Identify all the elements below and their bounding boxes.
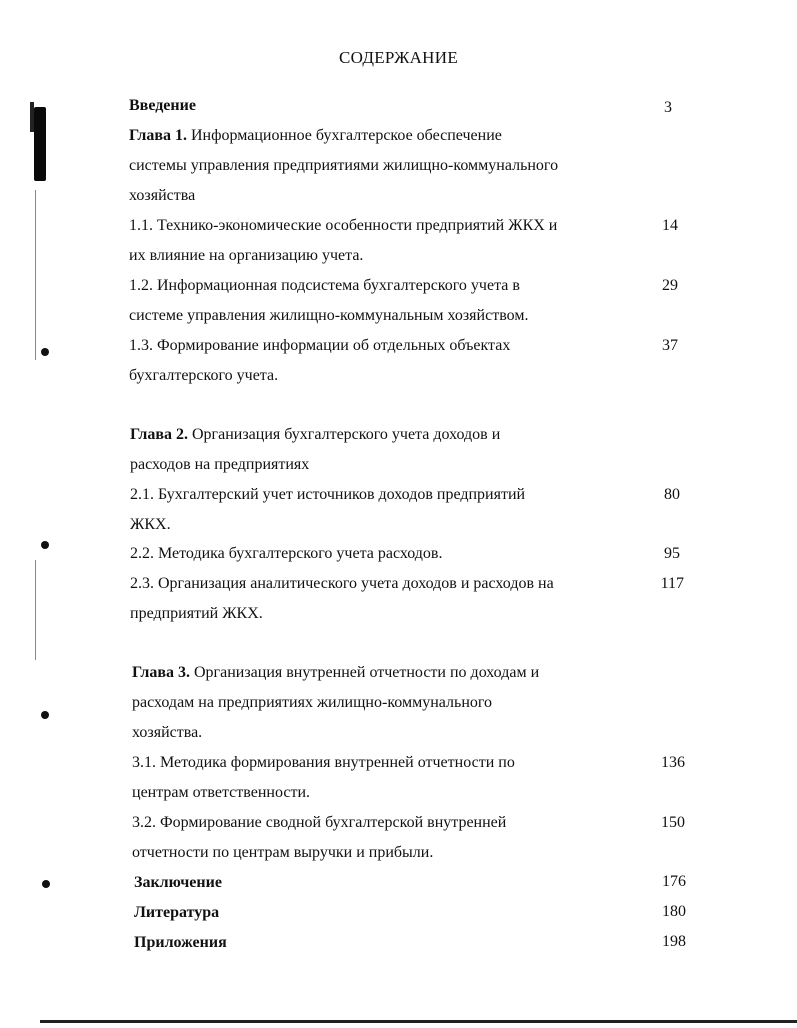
scan-artifact [42,880,50,888]
toc-line [134,903,219,923]
toc-page-number: 198 [662,933,686,950]
toc-line: их влияние на организацию учета. [129,247,364,264]
toc-heading: Введение [129,97,196,114]
toc-heading: Глава 1. [129,127,187,144]
toc-line: хозяйства. [132,724,203,741]
toc-line [129,126,502,146]
toc-page-number: 150 [661,814,685,831]
scan-artifact [35,560,36,660]
toc-line: хозяйства [129,187,196,204]
toc-line: 3.1. Методика формирования внутренней отчетности по [132,754,515,771]
toc-page-number: 117 [660,575,684,592]
scan-artifact [41,541,49,549]
toc-line: ЖКХ. [130,516,171,533]
toc-line: 3.2. Формирование сводной бухгалтерской внутренней [132,814,507,831]
toc-line: предприятий ЖКХ. [130,605,263,622]
toc-heading: Литература [134,904,220,921]
scan-artifact [34,107,46,181]
toc-text: Организация бухгалтерского учета доходов и [188,426,501,443]
toc-page-number: 176 [662,873,686,890]
toc-line: расходов на предприятиях [130,456,310,473]
toc-page-number: 180 [662,903,686,920]
toc-line: 1.3. Формирование информации об отдельных объектах [129,337,511,354]
toc-text: Информационное бухгалтерское обеспечение [187,127,502,144]
toc-line: 2.3. Организация аналитического учета доходов и расходов на [130,575,554,592]
toc-line: 2.2. Методика бухгалтерского учета расходов. [130,545,443,562]
toc-line [134,933,227,953]
toc-line: системы управления предприятиями жилищно-коммунального [129,157,559,174]
scan-artifact [41,711,49,719]
toc-page-number: 80 [664,486,680,503]
scan-artifact [35,190,36,360]
toc-line: центрам ответственности. [132,784,311,801]
toc-text: Организация внутренней отчетности по доходам и [190,664,540,681]
toc-page-number: 3 [664,99,672,116]
page-title: СОДЕРЖАНИЕ [338,48,459,67]
toc-heading: Приложения [134,934,227,951]
toc-page-number: 136 [661,754,685,771]
toc-heading: Заключение [134,874,222,891]
toc-heading: Глава 3. [132,664,190,681]
scan-artifact [41,348,49,356]
toc-line: расходам на предприятиях жилищно-коммунального [132,694,493,711]
toc-line: 2.1. Бухгалтерский учет источников доходов предприятий [130,486,526,503]
toc-line: отчетности по центрам выручки и прибыли. [132,844,434,861]
toc-heading: Глава 2. [130,426,188,443]
toc-line: 1.2. Информационная подсистема бухгалтерского учета в [129,277,520,294]
toc-line: 1.1. Технико-экономические особенности предприятий ЖКХ и [129,217,558,234]
toc-page-number: 37 [662,337,678,354]
toc-line [134,873,222,893]
toc-line: бухгалтерского учета. [129,367,279,384]
toc-page-number: 14 [662,217,678,234]
toc-page-number: 29 [662,277,678,294]
toc-line [132,663,539,683]
toc-line [129,96,196,116]
toc-page-number: 95 [664,545,680,562]
toc-line: системе управления жилищно-коммунальным хозяйством. [129,307,529,324]
scan-artifact [40,1020,797,1023]
toc-line [130,425,500,445]
